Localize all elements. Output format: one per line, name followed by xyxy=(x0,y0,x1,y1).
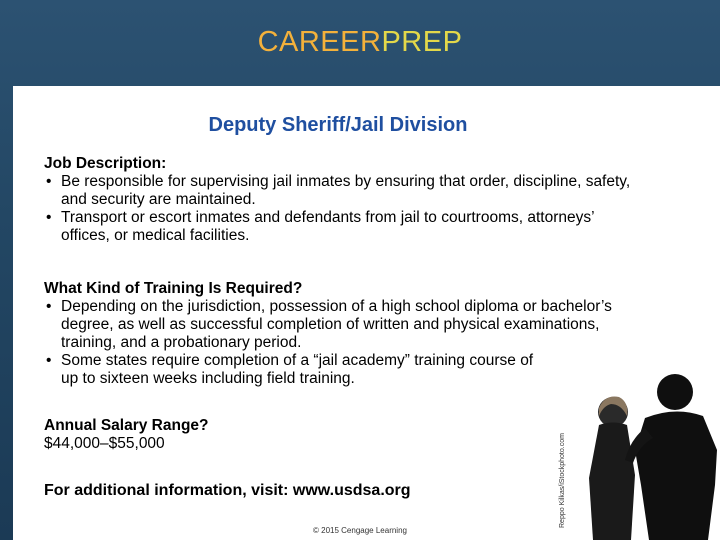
list-item: • Transport or escort inmates and defendants from jail to courtrooms, attorneys’ offices, or medical facilities. xyxy=(44,209,644,245)
list-item: • Be responsible for supervising jail inmates by ensuring that order, discipline, safety, and security are maintained. xyxy=(44,173,644,209)
training-list xyxy=(44,298,624,388)
salary-value: $44,000–$55,000 xyxy=(44,435,165,452)
list-item: • Some states require completion of a “jail academy” training course of up to sixteen weeks including field training. xyxy=(44,352,541,388)
training-label: What Kind of Training Is Required? xyxy=(44,280,303,297)
photo-credit xyxy=(559,420,571,528)
job-description-section xyxy=(44,155,644,245)
list-item: • Depending on the jurisdiction, possession of a high school diploma or bachelor’s degree, as well as successful completion of written and physical examinations, training, and a probationary period. xyxy=(44,298,624,352)
title-prep: PREP xyxy=(381,26,463,58)
slide-title xyxy=(0,26,720,59)
job-description-list xyxy=(44,173,644,245)
copyright-text: © 2015 Cengage Learning xyxy=(313,526,407,535)
silhouette-photo xyxy=(575,300,720,540)
training-section xyxy=(44,280,624,388)
job-description-label: Job Description: xyxy=(44,155,167,172)
salary-label: Annual Salary Range? xyxy=(44,417,209,434)
salary-section xyxy=(44,417,644,453)
title-career: CAREER xyxy=(257,26,382,58)
job-title-heading: Deputy Sheriff/Jail Division xyxy=(208,114,468,136)
photo-credit-text: Reppo Kilkas/iStockphoto.com xyxy=(559,433,566,528)
more-info-text: For additional information, visit: www.usdsa.org xyxy=(44,482,411,499)
